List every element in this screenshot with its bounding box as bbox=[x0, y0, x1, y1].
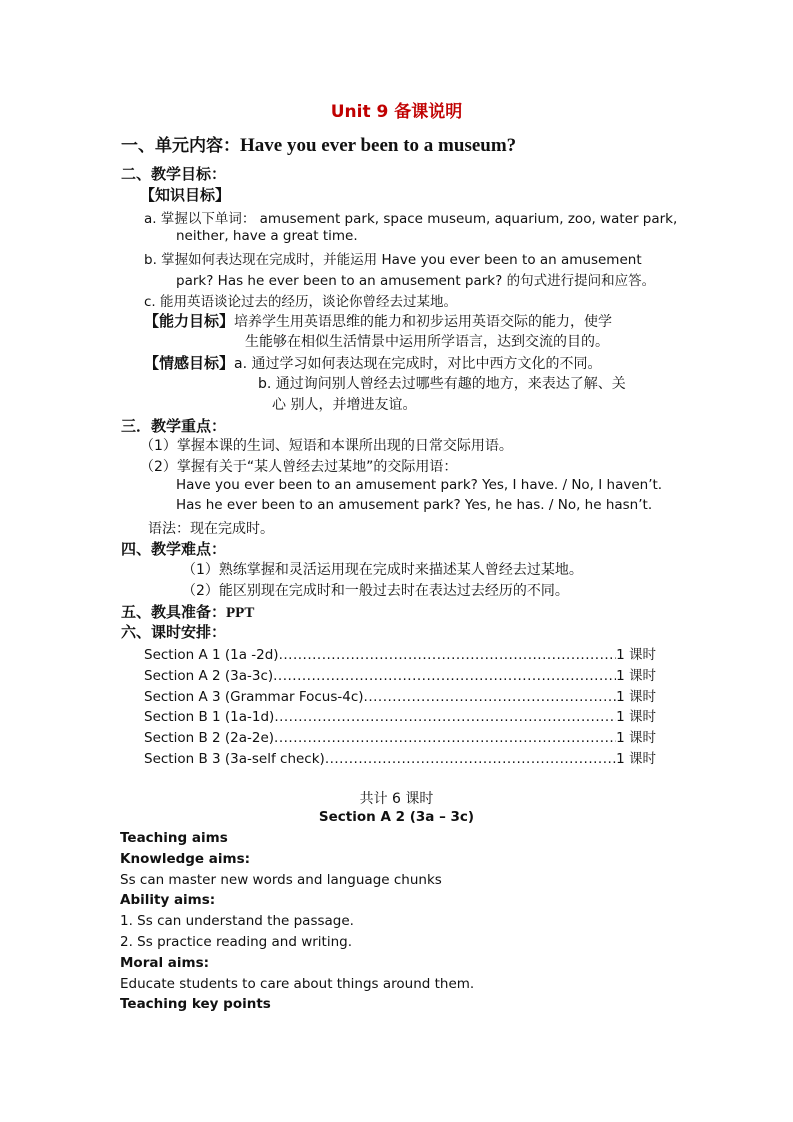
schedule-row-label: Section B 1 (1a-1d) bbox=[144, 709, 275, 725]
ability-objective-text1: 培养学生用英语思维的能力和初步运用英语交际的能力，使学 bbox=[234, 314, 613, 330]
key-point-example-2: Has he ever been to an amusement park? Yes, he has. / No, he hasn’t. bbox=[176, 497, 653, 513]
tools-label: 五、教具准备： bbox=[121, 603, 227, 621]
unit-content-label: 一、单元内容： bbox=[121, 136, 240, 156]
schedule-row bbox=[144, 664, 656, 684]
difficulty-1: （1）熟练掌握和灵活运用现在完成时来描述某人曾经去过某地。 bbox=[182, 562, 583, 578]
schedule-row bbox=[144, 643, 656, 663]
schedule-row bbox=[144, 747, 656, 767]
objectives-heading: 二、教学目标： bbox=[121, 165, 227, 183]
schedule-row bbox=[144, 705, 656, 725]
leader-dots bbox=[279, 647, 617, 663]
moral-aims-heading: Moral aims: bbox=[120, 955, 210, 971]
schedule-row-value: 1 课时 bbox=[616, 647, 656, 663]
emotion-objective-b2: 心 别人，并增进友谊。 bbox=[272, 397, 417, 413]
ability-objective-label: 【能力目标】 bbox=[144, 312, 235, 330]
ability-aims-heading: Ability aims: bbox=[120, 892, 216, 908]
key-point-2: （2）掌握有关于“某人曾经去过某地”的交际用语： bbox=[140, 459, 458, 475]
knowledge-aims-heading: Knowledge aims: bbox=[120, 851, 251, 867]
tools-line bbox=[121, 601, 254, 622]
knowledge-a-line1: a. 掌握以下单词： amusement park, space museum, aquarium, zoo, water park, bbox=[144, 211, 678, 227]
leader-dots bbox=[273, 668, 616, 684]
schedule-row-label: Section A 3 (Grammar Focus-4c) bbox=[144, 689, 364, 705]
schedule-row-value: 1 课时 bbox=[616, 751, 656, 767]
knowledge-b-line2: park? Has he ever been to an amusement park? 的句式进行提问和应答。 bbox=[176, 273, 656, 289]
moral-aims-text: Educate students to care about things around them. bbox=[120, 976, 475, 992]
leader-dots bbox=[274, 730, 616, 746]
difficulty-2: （2）能区别现在完成时和一般过去时在表达过去经历的不同。 bbox=[182, 583, 569, 599]
schedule-heading: 六、课时安排： bbox=[121, 623, 227, 641]
knowledge-a-line2: neither, have a great time. bbox=[176, 228, 358, 244]
key-points-heading: 三．教学重点： bbox=[121, 417, 227, 435]
schedule-row-value: 1 课时 bbox=[616, 730, 656, 746]
teaching-key-points-heading: Teaching key points bbox=[120, 996, 271, 1012]
schedule-row bbox=[144, 685, 656, 705]
ability-objective-text2: 生能够在相似生活情景中运用所学语言，达到交流的目的。 bbox=[245, 334, 609, 350]
schedule-row-label: Section B 2 (2a-2e) bbox=[144, 730, 275, 746]
schedule-row-label: Section B 3 (3a-self check) bbox=[144, 751, 325, 767]
teaching-aims-heading: Teaching aims bbox=[120, 830, 228, 846]
knowledge-objective-label: 【知识目标】 bbox=[140, 186, 231, 204]
knowledge-aims-text: Ss can master new words and language chunks bbox=[120, 872, 442, 888]
leader-dots bbox=[274, 709, 616, 725]
ability-objective-line bbox=[144, 310, 612, 331]
schedule-row-label: Section A 1 (1a -2d) bbox=[144, 647, 279, 663]
key-point-1: （1）掌握本课的生词、短语和本课所出现的日常交际用语。 bbox=[140, 438, 513, 454]
schedule-row bbox=[144, 726, 656, 746]
schedule-row-value: 1 课时 bbox=[616, 668, 656, 684]
emotion-objective-line bbox=[144, 352, 602, 373]
unit-content-text: Have you ever been to a museum? bbox=[240, 135, 517, 156]
emotion-objective-b1: b. 通过询问别人曾经去过哪些有趣的地方，来表达了解、关 bbox=[258, 376, 626, 392]
knowledge-b-line1: b. 掌握如何表达现在完成时，并能运用 Have you ever been to an amusement bbox=[144, 252, 642, 268]
emotion-objective-label: 【情感目标】 bbox=[144, 354, 235, 372]
schedule-total: 共计 6 课时 bbox=[359, 791, 434, 807]
document-title: Unit 9 备课说明 bbox=[330, 102, 463, 122]
schedule-row-value: 1 课时 bbox=[616, 689, 656, 705]
schedule-row-label: Section A 2 (3a-3c) bbox=[144, 668, 274, 684]
emotion-objective-a: a. 通过学习如何表达现在完成时，对比中西方文化的不同。 bbox=[234, 356, 602, 372]
leader-dots bbox=[364, 689, 617, 705]
ability-aim-1: 1. Ss can understand the passage. bbox=[120, 913, 354, 929]
knowledge-c-line: c. 能用英语谈论过去的经历，谈论你曾经去过某地。 bbox=[144, 294, 458, 310]
unit-content-line bbox=[121, 131, 516, 157]
tools-value: PPT bbox=[226, 605, 255, 621]
lesson-title: Section A 2 (3a – 3c) bbox=[318, 809, 475, 825]
grammar-line: 语法：现在完成时。 bbox=[148, 521, 274, 537]
leader-dots bbox=[325, 751, 616, 767]
ability-aim-2: 2. Ss practice reading and writing. bbox=[120, 934, 353, 950]
schedule-row-value: 1 课时 bbox=[616, 709, 656, 725]
difficulties-heading: 四、教学难点： bbox=[121, 540, 227, 558]
key-point-example-1: Have you ever been to an amusement park? Yes, I have. / No, I haven’t. bbox=[176, 477, 663, 493]
